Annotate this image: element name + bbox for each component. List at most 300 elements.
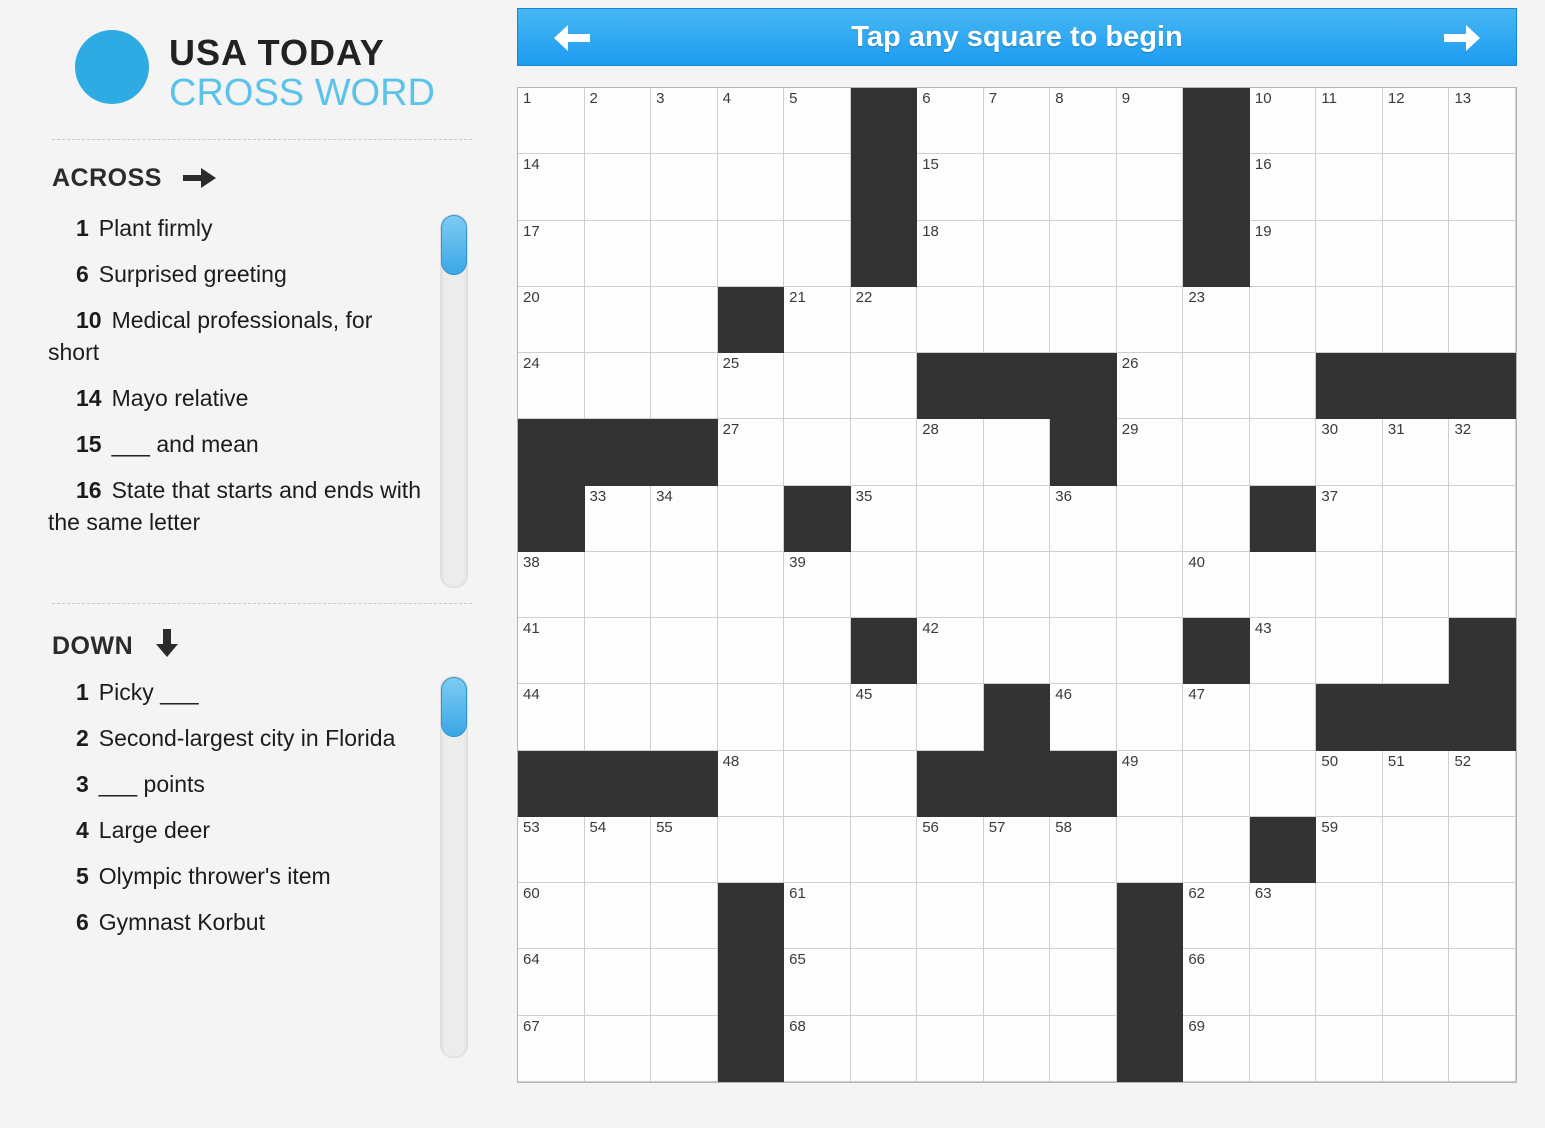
grid-cell[interactable] bbox=[651, 287, 718, 353]
grid-cell[interactable] bbox=[1117, 618, 1184, 684]
grid-cell-number: 53 bbox=[523, 818, 540, 836]
logo-crossword-text: CROSS WORD bbox=[169, 72, 435, 114]
clue-number: 1 bbox=[76, 679, 89, 705]
clue-item[interactable] bbox=[48, 212, 428, 244]
clue-text: Plant firmly bbox=[98, 215, 213, 241]
grid-cell-number: 47 bbox=[1188, 686, 1206, 704]
grid-cell[interactable] bbox=[851, 486, 918, 552]
grid-cell-number: 58 bbox=[1055, 818, 1072, 836]
grid-cell[interactable] bbox=[784, 1016, 851, 1082]
grid-cell[interactable] bbox=[917, 684, 984, 750]
grid-cell[interactable] bbox=[1449, 883, 1516, 949]
grid-cell[interactable] bbox=[784, 419, 851, 485]
grid-cell[interactable] bbox=[1183, 817, 1250, 883]
grid-cell-number: 40 bbox=[1188, 553, 1206, 571]
grid-cell[interactable] bbox=[1183, 353, 1250, 419]
grid-cell[interactable] bbox=[651, 618, 718, 684]
clue-item[interactable] bbox=[48, 860, 428, 892]
across-clue-list[interactable] bbox=[48, 212, 428, 552]
grid-cell-number: 62 bbox=[1188, 885, 1206, 903]
grid-cell-number: 42 bbox=[922, 620, 939, 638]
grid-cell[interactable] bbox=[1383, 287, 1450, 353]
grid-cell-number: 20 bbox=[523, 288, 540, 306]
grid-cell[interactable] bbox=[1183, 751, 1250, 817]
grid-cell[interactable] bbox=[851, 353, 918, 419]
grid-cell[interactable] bbox=[1383, 154, 1450, 220]
clue-item[interactable] bbox=[48, 722, 428, 754]
grid-cell[interactable] bbox=[1449, 817, 1516, 883]
grid-cell[interactable] bbox=[784, 883, 851, 949]
grid-cell[interactable] bbox=[1383, 419, 1450, 485]
grid-cell-block bbox=[1183, 618, 1250, 684]
grid-cell[interactable] bbox=[917, 486, 984, 552]
logo-usa-today-text: USA TODAY bbox=[169, 32, 385, 73]
grid-cell-number: 36 bbox=[1055, 487, 1072, 505]
clue-item[interactable] bbox=[48, 906, 428, 938]
grid-cell[interactable] bbox=[1250, 618, 1317, 684]
grid-cell[interactable] bbox=[1050, 88, 1117, 154]
grid-cell[interactable] bbox=[1117, 817, 1184, 883]
grid-cell-number: 59 bbox=[1321, 818, 1339, 836]
grid-cell[interactable] bbox=[718, 552, 785, 618]
grid-cell[interactable] bbox=[1050, 287, 1117, 353]
grid-cell-number: 25 bbox=[722, 355, 740, 373]
grid-cell-block bbox=[1449, 684, 1516, 750]
grid-cell[interactable] bbox=[917, 419, 984, 485]
grid-cell[interactable] bbox=[518, 949, 585, 1015]
grid-cell[interactable] bbox=[1050, 817, 1117, 883]
clue-text: Gymnast Korbut bbox=[98, 909, 265, 935]
grid-cell[interactable] bbox=[1250, 154, 1317, 220]
grid-cell[interactable] bbox=[1250, 949, 1317, 1015]
clue-number: 4 bbox=[76, 817, 89, 843]
grid-cell[interactable] bbox=[518, 1016, 585, 1082]
grid-cell[interactable] bbox=[851, 817, 918, 883]
grid-cell[interactable] bbox=[917, 949, 984, 1015]
grid-cell[interactable] bbox=[1183, 552, 1250, 618]
down-heading bbox=[52, 626, 179, 661]
grid-cell[interactable] bbox=[1316, 486, 1383, 552]
grid-cell[interactable] bbox=[1117, 751, 1184, 817]
grid-cell[interactable] bbox=[518, 88, 585, 154]
grid-cell[interactable] bbox=[784, 88, 851, 154]
grid-cell[interactable] bbox=[585, 684, 652, 750]
grid-cell-number: 4 bbox=[722, 90, 731, 107]
grid-cell[interactable] bbox=[1316, 883, 1383, 949]
grid-cell[interactable] bbox=[1383, 552, 1450, 618]
grid-cell[interactable] bbox=[917, 618, 984, 684]
grid-cell-number: 28 bbox=[922, 421, 939, 439]
grid-cell[interactable] bbox=[1250, 883, 1317, 949]
grid-cell-number: 33 bbox=[589, 487, 607, 505]
grid-cell[interactable] bbox=[984, 883, 1051, 949]
clue-item[interactable] bbox=[48, 304, 428, 368]
grid-cell[interactable] bbox=[1050, 486, 1117, 552]
grid-cell-number: 39 bbox=[789, 553, 806, 571]
grid-cell[interactable] bbox=[784, 751, 851, 817]
grid-cell[interactable] bbox=[1117, 684, 1184, 750]
grid-cell-number: 38 bbox=[523, 553, 540, 571]
grid-cell[interactable] bbox=[1316, 419, 1383, 485]
grid-cell[interactable] bbox=[851, 751, 918, 817]
grid-cell[interactable] bbox=[984, 287, 1051, 353]
grid-cell[interactable] bbox=[718, 486, 785, 552]
grid-cell[interactable] bbox=[651, 88, 718, 154]
clue-item[interactable] bbox=[48, 258, 428, 290]
clue-item[interactable] bbox=[48, 382, 428, 414]
grid-cell[interactable] bbox=[651, 883, 718, 949]
grid-cell[interactable] bbox=[718, 88, 785, 154]
grid-cell-number: 57 bbox=[988, 818, 1006, 836]
grid-cell[interactable] bbox=[585, 949, 652, 1015]
grid-cell-block bbox=[1050, 751, 1117, 817]
grid-cell[interactable] bbox=[585, 817, 652, 883]
grid-cell[interactable] bbox=[1383, 949, 1450, 1015]
grid-cell[interactable] bbox=[784, 949, 851, 1015]
grid-cell[interactable] bbox=[718, 751, 785, 817]
grid-cell[interactable] bbox=[984, 618, 1051, 684]
down-scrollbar-thumb[interactable] bbox=[441, 677, 467, 737]
clue-item[interactable] bbox=[48, 676, 428, 708]
grid-cell[interactable] bbox=[1050, 883, 1117, 949]
grid-cell[interactable] bbox=[1250, 1016, 1317, 1082]
grid-cell-number: 34 bbox=[656, 487, 673, 505]
grid-cell[interactable] bbox=[1117, 154, 1184, 220]
grid-cell[interactable] bbox=[518, 618, 585, 684]
grid-cell-number: 48 bbox=[722, 752, 740, 770]
clue-text: Picky ___ bbox=[98, 679, 199, 705]
grid-cell-number: 8 bbox=[1055, 90, 1064, 107]
grid-cell[interactable] bbox=[1250, 684, 1317, 750]
grid-cell[interactable] bbox=[1117, 486, 1184, 552]
across-scrollbar[interactable] bbox=[440, 214, 468, 588]
grid-cell-number: 29 bbox=[1121, 421, 1139, 439]
grid-cell-number: 15 bbox=[922, 156, 939, 174]
grid-cell[interactable] bbox=[1383, 618, 1450, 684]
grid-cell[interactable] bbox=[1117, 419, 1184, 485]
grid-cell[interactable] bbox=[651, 817, 718, 883]
grid-cell[interactable] bbox=[585, 287, 652, 353]
grid-cell-number: 56 bbox=[922, 818, 939, 836]
grid-cell[interactable] bbox=[1183, 419, 1250, 485]
grid-cell[interactable] bbox=[1316, 1016, 1383, 1082]
grid-cell[interactable] bbox=[1250, 751, 1317, 817]
grid-cell[interactable] bbox=[984, 1016, 1051, 1082]
grid-cell[interactable] bbox=[1050, 221, 1117, 287]
grid-cell[interactable] bbox=[1316, 154, 1383, 220]
grid-cell-block bbox=[1449, 353, 1516, 419]
clue-number: 14 bbox=[76, 385, 102, 411]
grid-cell[interactable] bbox=[1449, 949, 1516, 1015]
grid-cell[interactable] bbox=[1316, 751, 1383, 817]
clue-item[interactable] bbox=[48, 814, 428, 846]
grid-cell[interactable] bbox=[585, 353, 652, 419]
grid-cell[interactable] bbox=[917, 1016, 984, 1082]
grid-cell[interactable] bbox=[1183, 1016, 1250, 1082]
grid-cell-number: 32 bbox=[1454, 421, 1472, 439]
grid-cell-block bbox=[585, 751, 652, 817]
grid-cell-number: 21 bbox=[789, 288, 806, 306]
arrow-down-icon bbox=[155, 629, 179, 664]
grid-cell[interactable] bbox=[1316, 817, 1383, 883]
grid-cell-block bbox=[784, 486, 851, 552]
grid-cell[interactable] bbox=[1250, 88, 1317, 154]
grid-cell-number: 26 bbox=[1121, 355, 1139, 373]
grid-cell[interactable] bbox=[518, 221, 585, 287]
grid-cell-block bbox=[718, 883, 785, 949]
grid-cell[interactable] bbox=[651, 1016, 718, 1082]
grid-cell[interactable] bbox=[518, 154, 585, 220]
grid-cell[interactable] bbox=[585, 552, 652, 618]
clue-panel bbox=[0, 0, 500, 1128]
grid-cell-number: 31 bbox=[1387, 421, 1405, 439]
grid-cell[interactable] bbox=[1183, 883, 1250, 949]
grid-cell[interactable] bbox=[518, 287, 585, 353]
grid-cell[interactable] bbox=[518, 883, 585, 949]
grid-cell[interactable] bbox=[784, 684, 851, 750]
grid-cell-number: 23 bbox=[1188, 288, 1206, 306]
grid-cell[interactable] bbox=[1050, 949, 1117, 1015]
grid-cell[interactable] bbox=[917, 552, 984, 618]
grid-cell[interactable] bbox=[917, 883, 984, 949]
grid-cell-block bbox=[651, 751, 718, 817]
grid-cell[interactable] bbox=[1316, 88, 1383, 154]
grid-cell[interactable] bbox=[1316, 949, 1383, 1015]
grid-cell[interactable] bbox=[1050, 1016, 1117, 1082]
grid-cell-block bbox=[984, 684, 1051, 750]
grid-cell[interactable] bbox=[651, 552, 718, 618]
grid-cell-block bbox=[851, 154, 918, 220]
grid-cell[interactable] bbox=[718, 353, 785, 419]
clue-text: Surprised greeting bbox=[98, 261, 287, 287]
clue-text: Large deer bbox=[98, 817, 211, 843]
grid-cell[interactable] bbox=[1449, 751, 1516, 817]
clue-number: 6 bbox=[76, 261, 89, 287]
grid-cell[interactable] bbox=[784, 817, 851, 883]
grid-cell[interactable] bbox=[1117, 287, 1184, 353]
grid-cell-number: 17 bbox=[523, 222, 540, 240]
grid-cell[interactable] bbox=[585, 154, 652, 220]
grid-cell[interactable] bbox=[784, 353, 851, 419]
grid-cell[interactable] bbox=[984, 486, 1051, 552]
crossword-grid[interactable] bbox=[517, 87, 1517, 1083]
grid-cell[interactable] bbox=[718, 419, 785, 485]
grid-cell-block bbox=[518, 751, 585, 817]
arrow-right-icon bbox=[183, 167, 217, 196]
grid-cell[interactable] bbox=[851, 1016, 918, 1082]
grid-cell[interactable] bbox=[1250, 552, 1317, 618]
grid-cell[interactable] bbox=[651, 486, 718, 552]
grid-cell-block bbox=[651, 419, 718, 485]
grid-cell[interactable] bbox=[585, 883, 652, 949]
grid-cell-block bbox=[1050, 353, 1117, 419]
grid-cell[interactable] bbox=[651, 353, 718, 419]
grid-cell-block bbox=[1117, 883, 1184, 949]
grid-cell[interactable] bbox=[1383, 883, 1450, 949]
grid-cell[interactable] bbox=[784, 221, 851, 287]
grid-cell[interactable] bbox=[1050, 552, 1117, 618]
grid-cell-number: 43 bbox=[1254, 620, 1272, 638]
grid-cell[interactable] bbox=[1117, 353, 1184, 419]
grid-cell-number: 27 bbox=[722, 421, 740, 439]
grid-cell-number: 63 bbox=[1254, 885, 1272, 903]
clue-number: 6 bbox=[76, 909, 89, 935]
grid-cell[interactable] bbox=[518, 684, 585, 750]
clue-item[interactable] bbox=[48, 428, 428, 460]
grid-cell[interactable] bbox=[1050, 618, 1117, 684]
grid-cell[interactable] bbox=[1449, 221, 1516, 287]
grid-cell-number: 1 bbox=[523, 90, 532, 107]
grid-cell[interactable] bbox=[1050, 684, 1117, 750]
logo-dot-icon bbox=[75, 30, 149, 104]
grid-cell[interactable] bbox=[1449, 486, 1516, 552]
grid-cell[interactable] bbox=[1316, 287, 1383, 353]
grid-cell[interactable] bbox=[851, 419, 918, 485]
grid-cell[interactable] bbox=[1383, 751, 1450, 817]
grid-cell[interactable] bbox=[718, 154, 785, 220]
grid-cell[interactable] bbox=[917, 221, 984, 287]
grid-cell[interactable] bbox=[851, 552, 918, 618]
grid-cell[interactable] bbox=[784, 618, 851, 684]
clue-number: 3 bbox=[76, 771, 89, 797]
grid-cell[interactable] bbox=[984, 221, 1051, 287]
puzzle-banner bbox=[517, 8, 1517, 66]
grid-cell[interactable] bbox=[1449, 552, 1516, 618]
grid-cell[interactable] bbox=[651, 684, 718, 750]
grid-cell[interactable] bbox=[1117, 221, 1184, 287]
grid-cell[interactable] bbox=[1449, 419, 1516, 485]
clue-item[interactable] bbox=[48, 474, 428, 538]
grid-cell[interactable] bbox=[984, 552, 1051, 618]
grid-cell-block bbox=[984, 751, 1051, 817]
grid-cell[interactable] bbox=[1250, 419, 1317, 485]
grid-cell[interactable] bbox=[518, 817, 585, 883]
grid-cell[interactable] bbox=[984, 154, 1051, 220]
grid-cell[interactable] bbox=[585, 221, 652, 287]
clue-text: Medical professionals, for short bbox=[48, 307, 373, 365]
grid-cell-number: 45 bbox=[855, 686, 873, 704]
grid-cell-number: 65 bbox=[789, 951, 806, 969]
grid-cell-block bbox=[1316, 684, 1383, 750]
clue-text: Mayo relative bbox=[111, 385, 249, 411]
clue-item[interactable] bbox=[48, 768, 428, 800]
grid-cell[interactable] bbox=[784, 287, 851, 353]
clue-text: ___ and mean bbox=[111, 431, 259, 457]
grid-cell[interactable] bbox=[1183, 287, 1250, 353]
grid-cell[interactable] bbox=[984, 419, 1051, 485]
grid-cell[interactable] bbox=[1383, 88, 1450, 154]
grid-cell[interactable] bbox=[718, 221, 785, 287]
grid-cell[interactable] bbox=[851, 883, 918, 949]
grid-cell-number: 52 bbox=[1454, 752, 1472, 770]
grid-cell[interactable] bbox=[917, 817, 984, 883]
grid-cell[interactable] bbox=[718, 618, 785, 684]
grid-cell[interactable] bbox=[1383, 221, 1450, 287]
grid-cell[interactable] bbox=[1117, 552, 1184, 618]
down-clue-list[interactable] bbox=[48, 676, 428, 952]
clue-number: 10 bbox=[76, 307, 102, 333]
grid-cell[interactable] bbox=[585, 1016, 652, 1082]
grid-cell-number: 41 bbox=[523, 620, 540, 638]
grid-cell-number: 35 bbox=[855, 487, 873, 505]
grid-cell[interactable] bbox=[518, 353, 585, 419]
grid-cell[interactable] bbox=[784, 552, 851, 618]
grid-cell[interactable] bbox=[585, 486, 652, 552]
grid-cell[interactable] bbox=[1449, 1016, 1516, 1082]
grid-cell[interactable] bbox=[784, 154, 851, 220]
grid-cell-block bbox=[1117, 949, 1184, 1015]
grid-cell[interactable] bbox=[585, 618, 652, 684]
across-scrollbar-thumb[interactable] bbox=[441, 215, 467, 275]
arrow-right-icon[interactable] bbox=[1442, 23, 1482, 53]
grid-cell[interactable] bbox=[851, 287, 918, 353]
divider-top bbox=[52, 139, 472, 140]
grid-cell[interactable] bbox=[1183, 486, 1250, 552]
grid-cell[interactable] bbox=[651, 154, 718, 220]
grid-cell[interactable] bbox=[1250, 287, 1317, 353]
grid-cell[interactable] bbox=[585, 88, 652, 154]
grid-cell[interactable] bbox=[1383, 817, 1450, 883]
grid-cell[interactable] bbox=[651, 949, 718, 1015]
grid-cell-block bbox=[1316, 353, 1383, 419]
grid-cell[interactable] bbox=[851, 684, 918, 750]
grid-cell[interactable] bbox=[1316, 221, 1383, 287]
grid-cell[interactable] bbox=[1383, 486, 1450, 552]
clue-text: State that starts and ends with the same letter bbox=[48, 477, 421, 535]
grid-cell[interactable] bbox=[1183, 949, 1250, 1015]
grid-cell[interactable] bbox=[1250, 353, 1317, 419]
grid-cell[interactable] bbox=[718, 817, 785, 883]
grid-cell-number: 19 bbox=[1254, 222, 1272, 240]
grid-cell[interactable] bbox=[1050, 154, 1117, 220]
grid-cell-block bbox=[1183, 154, 1250, 220]
grid-cell-number: 68 bbox=[789, 1017, 806, 1035]
grid-cell-block bbox=[984, 353, 1051, 419]
grid-cell-number: 61 bbox=[789, 885, 806, 903]
grid-cell-block bbox=[851, 221, 918, 287]
grid-cell-block bbox=[1449, 618, 1516, 684]
grid-cell[interactable] bbox=[917, 154, 984, 220]
grid-cell[interactable] bbox=[984, 949, 1051, 1015]
grid-cell-block bbox=[1050, 419, 1117, 485]
grid-cell[interactable] bbox=[1449, 287, 1516, 353]
grid-cell-number: 66 bbox=[1188, 951, 1206, 969]
grid-cell-number: 6 bbox=[922, 90, 931, 107]
across-heading-label: ACROSS bbox=[52, 164, 162, 192]
grid-cell[interactable] bbox=[1383, 1016, 1450, 1082]
grid-cell-number: 46 bbox=[1055, 686, 1072, 704]
grid-cell[interactable] bbox=[984, 817, 1051, 883]
grid-cell[interactable] bbox=[1316, 618, 1383, 684]
grid-cell[interactable] bbox=[518, 552, 585, 618]
grid-cell[interactable] bbox=[851, 949, 918, 1015]
grid-cell[interactable] bbox=[1250, 221, 1317, 287]
grid-cell-number: 18 bbox=[922, 222, 939, 240]
down-scrollbar[interactable] bbox=[440, 676, 468, 1058]
grid-cell[interactable] bbox=[917, 88, 984, 154]
grid-cell[interactable] bbox=[1183, 684, 1250, 750]
grid-cell-block bbox=[585, 419, 652, 485]
grid-cell[interactable] bbox=[1316, 552, 1383, 618]
grid-cell[interactable] bbox=[651, 221, 718, 287]
clue-number: 2 bbox=[76, 725, 89, 751]
grid-cell[interactable] bbox=[1449, 88, 1516, 154]
grid-cell[interactable] bbox=[984, 88, 1051, 154]
grid-cell[interactable] bbox=[1117, 88, 1184, 154]
grid-cell[interactable] bbox=[1449, 154, 1516, 220]
grid-cell[interactable] bbox=[917, 287, 984, 353]
grid-cell[interactable] bbox=[718, 684, 785, 750]
